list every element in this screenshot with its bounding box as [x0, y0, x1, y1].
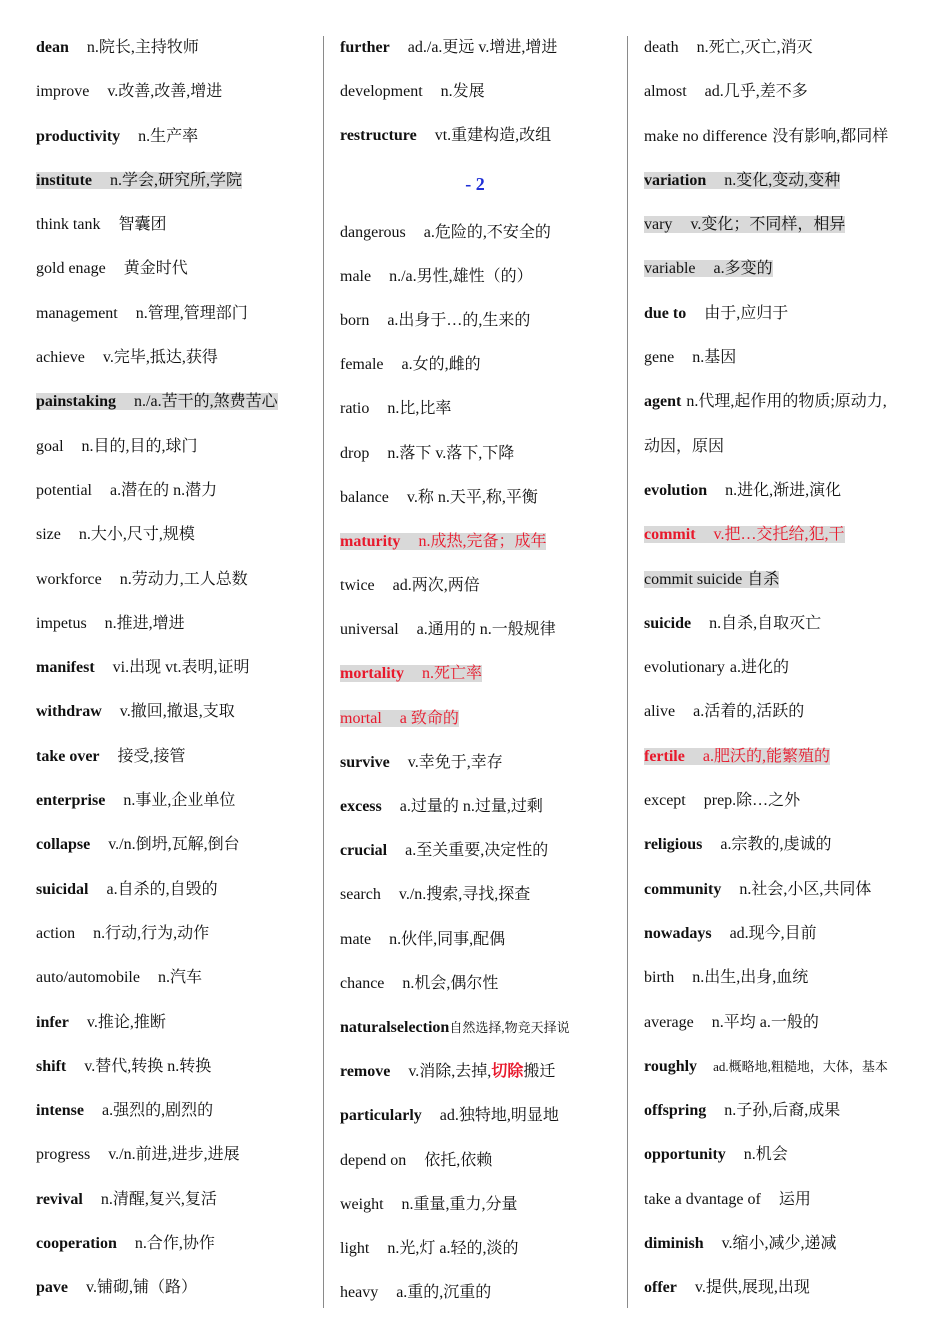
vocab-definition: vi.出现 vt.表明,证明 [112, 659, 250, 677]
vocab-entry [644, 735, 934, 779]
vocab-definition: n.机会 [743, 1146, 788, 1164]
vocab-word: take over [36, 747, 100, 765]
vocab-word: due to [644, 304, 687, 322]
vocab-entry [644, 1001, 934, 1045]
column-divider [627, 36, 628, 1308]
vocab-word: death [644, 39, 679, 56]
vocab-entry [36, 1222, 306, 1266]
vocab-word: community [644, 880, 722, 898]
vocab-definition: v.撤回,撤退,支取 [119, 703, 235, 721]
vocab-definition: a.潜在的 n.潜力 [109, 481, 218, 499]
vocab-word: gold enage [36, 260, 106, 278]
vocab-entry [340, 918, 610, 962]
vocab-word: offspring [644, 1102, 707, 1120]
vocab-entry [340, 697, 610, 741]
vocab-word: naturalselection [340, 1018, 450, 1036]
vocab-entry [340, 652, 610, 696]
vocab-entry [36, 1266, 306, 1310]
vocab-entry [644, 690, 934, 734]
column-divider [323, 36, 324, 1308]
vocab-word: evolutionary [644, 659, 725, 677]
vocab-word: further [340, 39, 390, 56]
vocab-entry [644, 380, 934, 424]
vocab-word: suicidal [36, 880, 89, 898]
vocab-definition: n.出生,出身,血统 [692, 969, 809, 987]
vocab-entry [36, 823, 306, 867]
vocab-word: born [340, 311, 370, 329]
vocab-entry [644, 513, 934, 557]
vocab-entry [644, 602, 934, 646]
vocab-word: painstaking [36, 393, 117, 411]
vocab-word: size [36, 526, 61, 544]
vocab-word: dean [36, 39, 69, 56]
vocab-definition: n.进化,渐进,演化 [725, 481, 842, 499]
vocab-word: auto/automobile [36, 969, 140, 987]
vocab-entry [340, 211, 610, 255]
vocab-entry [644, 292, 934, 336]
vocab-word: take a dvantage of [644, 1190, 761, 1208]
vocab-definition: n.伙伴,同事,配偶 [389, 930, 506, 948]
vocab-word: mortal [340, 709, 382, 727]
vocab-entry [340, 299, 610, 343]
vocab-definition: n.比,比率 [387, 400, 452, 418]
vocab-word: balance [340, 488, 389, 506]
vocab-word: ratio [340, 400, 370, 418]
vocab-definition: n.变化,变动,变种 [724, 171, 841, 189]
vocab-definition: ad.独特地,明显地 [439, 1107, 559, 1125]
vocab-entry [36, 956, 306, 1000]
vocab-definition: a 致命的 [399, 709, 459, 727]
vocab-entry [36, 380, 306, 424]
vocab-word: make no difference [644, 127, 768, 145]
vocab-definition: a.宗教的,虔诚的 [720, 836, 832, 854]
vocab-definition: n.子孙,后裔,成果 [724, 1102, 841, 1120]
vocab-word: workforce [36, 570, 102, 588]
vocab-entry [340, 520, 610, 564]
vocab-word: crucial [340, 842, 388, 860]
vocab-word: excess [340, 798, 382, 815]
vocab-word: evolution [644, 481, 708, 499]
vocab-definition: n.死亡率 [421, 665, 482, 683]
vocab-definition: a.通用的 n.一般规律 [416, 621, 556, 639]
vocab-definition: v.提供,展现,出现 [694, 1279, 810, 1297]
vocab-word: particularly [340, 1107, 422, 1125]
vocab-definition: 自然选择,物竞天择说 [449, 1019, 570, 1035]
vocab-word: female [340, 356, 384, 374]
vocab-word: search [340, 886, 381, 904]
vocab-entry [340, 1094, 610, 1138]
vocab-definition: a.重的,沉重的 [396, 1284, 492, 1302]
vocab-word: goal [36, 437, 64, 455]
vocab-definition: v.改善,改善,增进 [107, 83, 223, 101]
vocab-entry [36, 646, 306, 690]
vocab-entry [36, 1133, 306, 1177]
vocab-definition: n.合作,协作 [134, 1235, 215, 1253]
vocab-word: religious [644, 836, 703, 854]
vocab-definition: v./n.倒坍,瓦解,倒台 [108, 836, 240, 854]
vocab-definition: a.出身于…的,生来的 [387, 311, 531, 329]
vocab-entry [644, 558, 934, 602]
vocab-definition: v.把…交托给,犯,干 [713, 526, 845, 544]
vocab-word: cooperation [36, 1235, 117, 1253]
vocab-definition: 依托,依赖 [424, 1151, 493, 1169]
section-number: - 2 [465, 173, 485, 194]
vocab-word: drop [340, 444, 370, 462]
vocab-entry [340, 26, 610, 70]
vocab-definition: 没有影响,都同样 [772, 127, 889, 145]
vocab-entry [36, 469, 306, 513]
vocab-word: commit suicide [644, 570, 743, 588]
vocab-entry [340, 873, 610, 917]
vocab-definition: n.劳动力,工人总数 [119, 570, 248, 588]
vocab-definition: prep.除…之外 [703, 792, 801, 810]
vocab-definition: n.自杀,自取灭亡 [709, 614, 822, 632]
vocab-word: potential [36, 481, 92, 499]
vocab-definition: n.大小,尺寸,规模 [78, 526, 195, 544]
vocab-definition: v.推论,推断 [86, 1013, 166, 1031]
vocab-entry [36, 159, 306, 203]
vocab-entry [644, 425, 934, 469]
vocab-definition: n.平均 a.一般的 [711, 1013, 819, 1031]
vocab-entry [644, 868, 934, 912]
vocab-entry [36, 1178, 306, 1222]
vocab-word: progress [36, 1146, 91, 1164]
vocab-definition: ad.现今,目前 [729, 924, 817, 942]
vocab-entry [36, 26, 306, 70]
vocab-word: think tank [36, 216, 101, 234]
vocab-definition: a.肥沃的,能繁殖的 [702, 747, 830, 765]
vocab-entry [340, 962, 610, 1006]
vocab-word: development [340, 83, 423, 101]
vocab-entry [340, 476, 610, 520]
vocab-entry [340, 741, 610, 785]
vocab-definition: a.过量的 n.过量,过剩 [399, 798, 543, 815]
vocab-entry [36, 513, 306, 557]
vocab-definition: 运用 [778, 1190, 811, 1208]
vocab-entry [644, 247, 934, 291]
vocab-word: infer [36, 1013, 69, 1031]
vocab-entry [644, 1178, 934, 1222]
vocab-word: chance [340, 974, 385, 992]
vocab-entry [36, 1001, 306, 1045]
vocab-word: commit [644, 526, 696, 544]
vocab-entry [644, 159, 934, 203]
vocab-definition: a.自杀的,自毁的 [106, 880, 218, 898]
vocab-definition: n.行动,行为,动作 [93, 924, 210, 942]
vocab-definition: n.事业,企业单位 [123, 792, 236, 810]
vocab-definition: n.死亡,灭亡,消灭 [696, 39, 813, 56]
vocab-definition: n.重量,重力,分量 [401, 1195, 518, 1213]
vocab-word: suicide [644, 614, 692, 632]
vocab-definition: n./a.苦干的,煞费苦心 [134, 393, 278, 411]
vocab-word: average [644, 1013, 694, 1031]
vocab-word: improve [36, 83, 90, 101]
vocab-definition: a.活着的,活跃的 [693, 703, 805, 721]
vocab-definition: 动因，原因 [644, 437, 725, 455]
vocab-entry [36, 602, 306, 646]
vocab-word: male [340, 267, 372, 285]
vocab-word: manifest [36, 659, 95, 677]
vocab-definition: ad.概略地,粗糙地，大体，基本 [713, 1058, 888, 1074]
vocab-definition: v.称 n.天平,称,平衡 [406, 488, 538, 506]
vocab-entry [36, 115, 306, 159]
vocab-definition: n.学会,研究所,学院 [110, 171, 243, 189]
vocab-word: opportunity [644, 1146, 726, 1164]
vocab-entry [644, 912, 934, 956]
vocab-entry [36, 292, 306, 336]
vocab-definition: n.管理,管理部门 [135, 304, 248, 322]
vocab-word: institute [36, 171, 92, 189]
vocab-definition: ad.两次,两倍 [392, 577, 480, 595]
vocab-definition: v.消除,去掉,切除搬迁 [408, 1063, 556, 1081]
vocab-entry [340, 387, 610, 431]
vocab-word: shift [36, 1057, 67, 1075]
vocab-entry [36, 779, 306, 823]
vocab-definition: v./n.前进,进步,进展 [108, 1146, 240, 1164]
vocab-word: heavy [340, 1284, 379, 1302]
vocab-definition: a.危险的,不安全的 [423, 223, 551, 241]
vocab-word: productivity [36, 127, 121, 145]
vocab-word: roughly [644, 1057, 698, 1075]
vocab-definition: a.女的,雌的 [401, 356, 481, 374]
vocab-word: dangerous [340, 223, 406, 241]
vocab-word: weight [340, 1195, 384, 1213]
vocab-column-3 [644, 26, 934, 1311]
vocab-entry [644, 1222, 934, 1266]
vocab-word: universal [340, 621, 399, 639]
vocab-entry [36, 912, 306, 956]
vocab-word: gene [644, 349, 675, 367]
vocab-word: fertile [644, 747, 685, 765]
vocab-definition: v.幸免于,幸存 [407, 753, 503, 771]
vocab-word: mate [340, 930, 372, 948]
vocab-entry [340, 608, 610, 652]
vocab-word: management [36, 304, 118, 322]
vocab-word: except [644, 792, 686, 810]
vocab-definition: a.至关重要,决定性的 [405, 842, 549, 860]
vocab-definition: 接受,接管 [117, 747, 186, 765]
vocab-word: twice [340, 577, 375, 595]
vocab-word: offer [644, 1279, 677, 1297]
vocab-column-2 [340, 26, 610, 1315]
vocab-entry [340, 1050, 610, 1094]
vocab-entry [36, 247, 306, 291]
vocab-word: light [340, 1239, 370, 1257]
vocab-entry [36, 868, 306, 912]
vocab-definition: 黄金时代 [123, 260, 188, 278]
vocab-column-1 [36, 26, 306, 1311]
vocab-entry [340, 70, 610, 114]
vocab-word: revival [36, 1190, 83, 1208]
vocab-word: remove [340, 1063, 391, 1081]
vocab-definition: n.发展 [440, 83, 485, 101]
vocab-definition: n.成热,完备；成年 [418, 532, 547, 550]
vocab-word: variation [644, 171, 707, 189]
vocab-definition: a.强烈的,剧烈的 [102, 1102, 214, 1120]
vocab-definition: v.铺砌,铺（路） [86, 1279, 197, 1297]
vocab-entry [644, 1133, 934, 1177]
vocab-word: action [36, 924, 76, 942]
vocab-entry [340, 1139, 610, 1183]
vocab-word: diminish [644, 1235, 704, 1253]
vocab-definition: ad.几乎,差不多 [704, 83, 808, 101]
vocab-definition: 自杀 [747, 570, 780, 588]
vocab-word: restructure [340, 127, 417, 145]
vocab-entry [644, 26, 934, 70]
vocab-word: agent [644, 393, 682, 411]
vocab-word: impetus [36, 614, 87, 632]
vocab-definition: n.生产率 [138, 127, 199, 145]
vocab-definition: n.推进,增进 [104, 614, 185, 632]
vocab-word: nowadays [644, 924, 712, 942]
vocab-entry [36, 336, 306, 380]
vocab-word: intense [36, 1102, 84, 1120]
vocab-definition: n.机会,偶尔性 [402, 974, 499, 992]
vocab-entry [36, 1045, 306, 1089]
vocab-entry [644, 1045, 934, 1089]
vocab-entry [644, 1266, 934, 1310]
vocab-entry [644, 1089, 934, 1133]
vocab-entry [644, 203, 934, 247]
vocab-definition: 由于,应归于 [704, 304, 789, 322]
vocab-entry [340, 343, 610, 387]
vocab-entry [644, 469, 934, 513]
vocab-word: pave [36, 1279, 68, 1297]
vocab-entry [36, 425, 306, 469]
vocab-definition: n.落下 v.落下,下降 [387, 444, 515, 462]
vocab-entry [644, 70, 934, 114]
vocab-entry [36, 1089, 306, 1133]
vocab-entry [340, 829, 610, 873]
vocab-definition: 智囊团 [118, 216, 167, 234]
vocab-entry [644, 336, 934, 380]
vocab-definition: vt.重建构造,改组 [434, 127, 552, 145]
vocab-definition: a.多变的 [713, 260, 773, 278]
vocab-definition: ad./a.更远 v.增进,增进 [407, 39, 558, 56]
vocab-word: vary [644, 216, 673, 234]
vocab-definition: a.进化的 [729, 659, 789, 677]
vocab-word: depend on [340, 1151, 407, 1169]
vocab-word: withdraw [36, 703, 102, 721]
vocab-word: birth [644, 969, 675, 987]
vocab-definition: n.社会,小区,共同体 [739, 880, 872, 898]
vocab-word: variable [644, 260, 696, 278]
vocab-entry [340, 255, 610, 299]
vocab-entry [36, 70, 306, 114]
vocab-entry [36, 690, 306, 734]
vocab-entry [340, 114, 610, 158]
vocab-definition: n.汽车 [157, 969, 202, 987]
vocab-word: survive [340, 753, 390, 771]
vocab-definition: n.代理,起作用的物质;原动力, [686, 393, 887, 411]
vocab-definition: n.基因 [692, 349, 737, 367]
vocab-word: collapse [36, 836, 91, 854]
vocab-definition: n.清醒,复兴,复活 [100, 1190, 217, 1208]
vocab-word: almost [644, 83, 687, 101]
vocab-word: enterprise [36, 792, 106, 810]
vocab-entry [644, 956, 934, 1000]
vocab-entry [644, 115, 934, 159]
vocab-word: maturity [340, 532, 401, 550]
vocab-entry [340, 1006, 610, 1050]
vocab-entry [36, 735, 306, 779]
vocab-definition: v.变化；不同样，相异 [690, 216, 846, 234]
vocab-word: achieve [36, 349, 85, 367]
vocab-entry [340, 432, 610, 476]
vocab-definition: n.院长,主持牧师 [86, 39, 199, 56]
vocab-entry [340, 1271, 610, 1315]
vocab-entry [340, 785, 610, 829]
vocab-word: mortality [340, 665, 404, 683]
vocab-definition: v.替代,转换 n.转换 [84, 1057, 212, 1075]
vocab-entry [36, 203, 306, 247]
vocab-definition: n.目的,目的,球门 [81, 437, 198, 455]
vocab-entry [644, 823, 934, 867]
vocab-entry [36, 558, 306, 602]
vocab-entry [340, 564, 610, 608]
vocab-entry [340, 1227, 610, 1271]
vocab-word: alive [644, 703, 676, 721]
vocab-definition: v.缩小,减少,递减 [721, 1235, 837, 1253]
vocab-definition: v./n.搜索,寻找,探查 [398, 886, 531, 904]
vocab-definition: n./a.男性,雄性（的） [389, 267, 533, 285]
vocab-entry [644, 779, 934, 823]
vocab-definition: n.光,灯 a.轻的,淡的 [387, 1239, 519, 1257]
vocab-entry [340, 1183, 610, 1227]
vocab-definition: v.完毕,抵达,获得 [102, 349, 218, 367]
vocab-entry [644, 646, 934, 690]
